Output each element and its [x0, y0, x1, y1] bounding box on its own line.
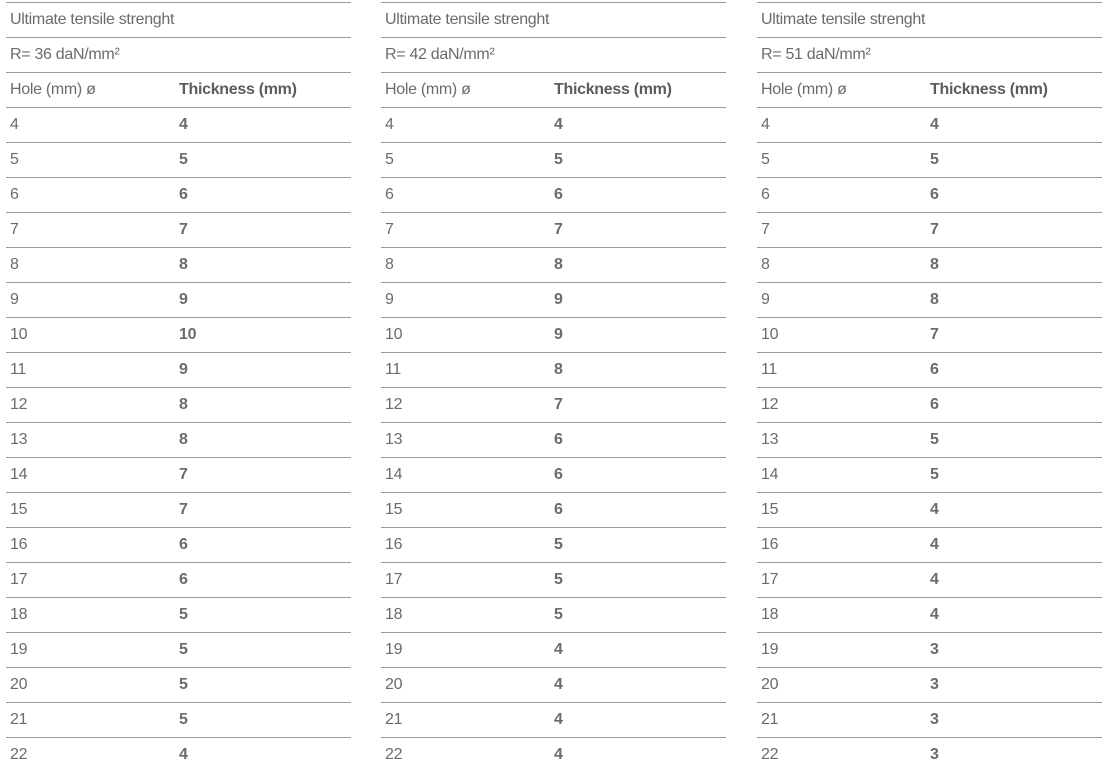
hole-cell: 18	[761, 606, 779, 623]
table-row	[757, 247, 1102, 282]
thickness-cell: 8	[554, 361, 563, 378]
table-row	[381, 667, 726, 702]
table-row	[757, 212, 1102, 247]
table-row	[381, 212, 726, 247]
table-row	[381, 247, 726, 282]
thickness-cell: 6	[554, 431, 563, 448]
thickness-cell: 3	[930, 746, 939, 763]
thickness-cell: 9	[179, 361, 188, 378]
hole-cell: 4	[761, 116, 770, 133]
table-row	[6, 562, 351, 597]
hole-cell: 21	[761, 711, 779, 728]
table-row	[381, 492, 726, 527]
column-header-hole: Hole (mm) ø	[761, 81, 847, 98]
table-row	[6, 702, 351, 737]
hole-cell: 9	[10, 291, 19, 308]
thickness-cell: 5	[554, 606, 563, 623]
thickness-cell: 4	[554, 746, 563, 763]
table-row	[381, 737, 726, 772]
thickness-cell: 6	[930, 361, 939, 378]
table-row	[6, 142, 351, 177]
hole-cell: 17	[385, 571, 403, 588]
hole-cell: 12	[10, 396, 28, 413]
thickness-cell: 4	[930, 501, 939, 518]
thickness-cell: 8	[930, 291, 939, 308]
hole-cell: 16	[761, 536, 779, 553]
thickness-cell: 7	[179, 501, 188, 518]
tensile-table-2	[381, 2, 726, 772]
thickness-cell: 7	[554, 396, 563, 413]
table-row	[757, 352, 1102, 387]
table-row	[6, 457, 351, 492]
table-row	[381, 387, 726, 422]
hole-cell: 6	[761, 186, 770, 203]
table-row	[6, 597, 351, 632]
hole-cell: 9	[385, 291, 394, 308]
table-row	[6, 177, 351, 212]
table-row	[757, 142, 1102, 177]
thickness-cell: 8	[179, 256, 188, 273]
thickness-cell: 3	[930, 711, 939, 728]
thickness-cell: 5	[179, 711, 188, 728]
column-header-thickness: Thickness (mm)	[930, 81, 1048, 98]
hole-cell: 6	[385, 186, 394, 203]
thickness-cell: 4	[554, 116, 563, 133]
hole-cell: 15	[10, 501, 28, 518]
thickness-cell: 5	[554, 151, 563, 168]
table-row	[381, 527, 726, 562]
thickness-cell: 5	[554, 536, 563, 553]
table-row	[757, 737, 1102, 772]
hole-cell: 7	[385, 221, 394, 238]
thickness-cell: 8	[179, 396, 188, 413]
table-subtitle: R= 42 daN/mm²	[381, 37, 726, 72]
hole-cell: 5	[10, 151, 19, 168]
table-row	[757, 562, 1102, 597]
table-title: Ultimate tensile strenght	[757, 2, 1102, 37]
thickness-cell: 6	[930, 396, 939, 413]
table-row	[381, 422, 726, 457]
thickness-cell: 4	[930, 536, 939, 553]
thickness-cell: 5	[930, 431, 939, 448]
hole-cell: 11	[385, 361, 402, 378]
hole-cell: 20	[761, 676, 779, 693]
hole-cell: 13	[385, 431, 403, 448]
hole-cell: 6	[10, 186, 19, 203]
table-title: Ultimate tensile strenght	[6, 2, 351, 37]
thickness-cell: 4	[930, 116, 939, 133]
thickness-cell: 5	[930, 151, 939, 168]
hole-cell: 17	[10, 571, 28, 588]
thickness-cell: 6	[930, 186, 939, 203]
table-row	[757, 317, 1102, 352]
table-row	[381, 142, 726, 177]
thickness-cell: 4	[554, 676, 563, 693]
table-row	[381, 107, 726, 142]
table-header-row	[757, 72, 1102, 107]
table-row	[757, 702, 1102, 737]
thickness-cell: 8	[179, 431, 188, 448]
hole-cell: 4	[10, 116, 19, 133]
table-row	[757, 457, 1102, 492]
hole-cell: 18	[10, 606, 28, 623]
table-row	[381, 177, 726, 212]
hole-cell: 22	[761, 746, 779, 763]
hole-cell: 10	[761, 326, 779, 343]
hole-cell: 13	[10, 431, 28, 448]
table-row	[6, 387, 351, 422]
table-row	[6, 492, 351, 527]
thickness-cell: 4	[930, 606, 939, 623]
thickness-cell: 9	[554, 291, 563, 308]
hole-cell: 14	[385, 466, 403, 483]
hole-cell: 17	[761, 571, 779, 588]
thickness-cell: 5	[554, 571, 563, 588]
table-row	[757, 282, 1102, 317]
thickness-cell: 4	[554, 711, 563, 728]
thickness-cell: 6	[554, 501, 563, 518]
hole-cell: 7	[761, 221, 770, 238]
thickness-cell: 8	[930, 256, 939, 273]
thickness-cell: 5	[179, 606, 188, 623]
hole-cell: 4	[385, 116, 394, 133]
hole-cell: 16	[10, 536, 28, 553]
thickness-cell: 6	[179, 186, 188, 203]
table-row	[757, 107, 1102, 142]
table-subtitle: R= 36 daN/mm²	[6, 37, 351, 72]
table-header-row	[381, 72, 726, 107]
thickness-cell: 6	[554, 466, 563, 483]
table-title: Ultimate tensile strenght	[381, 2, 726, 37]
thickness-cell: 7	[930, 326, 939, 343]
tensile-table-1	[6, 2, 351, 772]
table-row	[757, 387, 1102, 422]
thickness-cell: 5	[179, 151, 188, 168]
column-header-hole: Hole (mm) ø	[10, 81, 96, 98]
table-subtitle: R= 51 daN/mm²	[757, 37, 1102, 72]
table-row	[6, 247, 351, 282]
thickness-cell: 3	[930, 676, 939, 693]
thickness-cell: 10	[179, 326, 197, 343]
hole-cell: 5	[761, 151, 770, 168]
thickness-cell: 4	[179, 116, 188, 133]
table-header-row	[6, 72, 351, 107]
table-row	[6, 212, 351, 247]
thickness-cell: 7	[179, 221, 188, 238]
hole-cell: 20	[385, 676, 403, 693]
hole-cell: 7	[10, 221, 19, 238]
thickness-cell: 8	[554, 256, 563, 273]
thickness-cell: 6	[179, 571, 188, 588]
hole-cell: 21	[10, 711, 28, 728]
hole-cell: 9	[761, 291, 770, 308]
tensile-table-3	[757, 2, 1102, 772]
hole-cell: 12	[761, 396, 779, 413]
table-row	[757, 527, 1102, 562]
hole-cell: 8	[385, 256, 394, 273]
thickness-cell: 9	[554, 326, 563, 343]
table-row	[381, 282, 726, 317]
hole-cell: 11	[761, 361, 778, 378]
hole-cell: 22	[10, 746, 28, 763]
table-row	[757, 632, 1102, 667]
hole-cell: 10	[10, 326, 28, 343]
thickness-cell: 4	[554, 641, 563, 658]
table-row	[757, 422, 1102, 457]
hole-cell: 11	[10, 361, 27, 378]
table-row	[381, 457, 726, 492]
hole-cell: 16	[385, 536, 403, 553]
thickness-cell: 6	[179, 536, 188, 553]
thickness-cell: 7	[930, 221, 939, 238]
hole-cell: 8	[10, 256, 19, 273]
hole-cell: 13	[761, 431, 779, 448]
thickness-cell: 6	[554, 186, 563, 203]
hole-cell: 14	[761, 466, 779, 483]
table-row	[757, 492, 1102, 527]
table-row	[6, 737, 351, 772]
table-row	[6, 352, 351, 387]
hole-cell: 14	[10, 466, 28, 483]
thickness-cell: 7	[179, 466, 188, 483]
table-row	[6, 667, 351, 702]
hole-cell: 19	[385, 641, 403, 658]
column-header-thickness: Thickness (mm)	[179, 81, 297, 98]
table-row	[6, 317, 351, 352]
hole-cell: 5	[385, 151, 394, 168]
thickness-cell: 3	[930, 641, 939, 658]
hole-cell: 19	[761, 641, 779, 658]
hole-cell: 18	[385, 606, 403, 623]
table-row	[381, 632, 726, 667]
hole-cell: 8	[761, 256, 770, 273]
hole-cell: 19	[10, 641, 28, 658]
thickness-cell: 5	[179, 641, 188, 658]
hole-cell: 20	[10, 676, 28, 693]
thickness-cell: 4	[179, 746, 188, 763]
table-row	[381, 562, 726, 597]
table-row	[757, 667, 1102, 702]
thickness-cell: 7	[554, 221, 563, 238]
table-row	[381, 702, 726, 737]
table-row	[6, 107, 351, 142]
hole-cell: 22	[385, 746, 403, 763]
table-row	[6, 282, 351, 317]
table-row	[6, 422, 351, 457]
table-row	[757, 177, 1102, 212]
column-header-thickness: Thickness (mm)	[554, 81, 672, 98]
thickness-cell: 5	[179, 676, 188, 693]
hole-cell: 12	[385, 396, 403, 413]
table-row	[381, 352, 726, 387]
hole-cell: 10	[385, 326, 403, 343]
hole-cell: 15	[761, 501, 779, 518]
table-row	[6, 527, 351, 562]
thickness-cell: 4	[930, 571, 939, 588]
hole-cell: 15	[385, 501, 403, 518]
thickness-cell: 9	[179, 291, 188, 308]
hole-cell: 21	[385, 711, 403, 728]
table-row	[757, 597, 1102, 632]
table-row	[381, 317, 726, 352]
column-header-hole: Hole (mm) ø	[385, 81, 471, 98]
table-row	[6, 632, 351, 667]
table-row	[381, 597, 726, 632]
thickness-cell: 5	[930, 466, 939, 483]
